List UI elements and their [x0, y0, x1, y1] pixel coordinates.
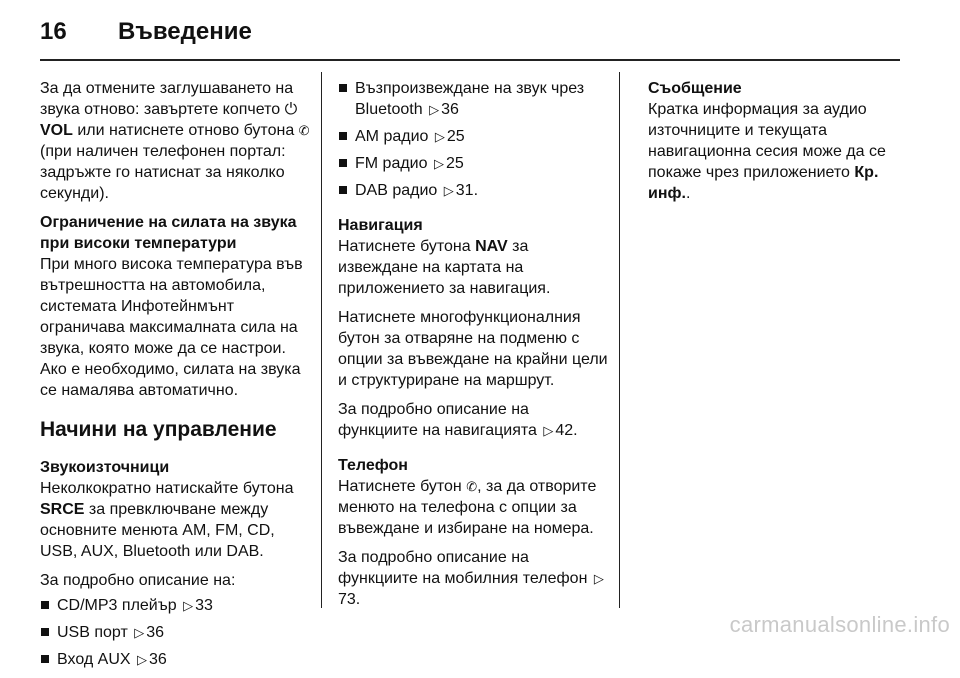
- unmute-text-3: (при наличен телефонен портал: задръжте го натиснат за няколко секунди).: [40, 143, 286, 202]
- srce-label: SRCE: [40, 501, 85, 518]
- heading-temperature-limit: Ограничение на силата на звука при високи температури: [40, 214, 297, 252]
- list-item: [338, 126, 608, 147]
- page-header: [40, 18, 920, 54]
- page-ref[interactable]: 36: [149, 651, 167, 668]
- message-tail: .: [685, 185, 691, 202]
- heading-sources: Звукоизточници: [40, 459, 170, 476]
- phone-icon: ✆: [298, 123, 310, 138]
- page-ref[interactable]: 36: [441, 101, 459, 118]
- list-item: [40, 595, 310, 616]
- phone-paragraph-1: [338, 476, 608, 539]
- phone-icon: ✆: [466, 479, 478, 494]
- unmute-text-2: или натиснете отново бутона: [77, 122, 295, 139]
- page-ref[interactable]: 31.: [455, 182, 479, 199]
- column-1: [40, 78, 310, 678]
- page-ref[interactable]: 36: [146, 624, 165, 641]
- list-item-label: USB порт: [57, 624, 128, 641]
- list-item-label: AM радио: [355, 128, 429, 145]
- xref-icon: ▷: [183, 598, 194, 613]
- list-item: [338, 153, 608, 174]
- phone-paragraph-2: [338, 547, 608, 610]
- list-item-label: CD/MP3 плейър: [57, 597, 177, 614]
- header-divider: [40, 59, 900, 61]
- phone-text: Натиснете бутон: [338, 478, 462, 495]
- heading-navigation: Навигация: [338, 217, 423, 234]
- vol-label: VOL: [40, 122, 73, 139]
- heading-phone: Телефон: [338, 457, 408, 474]
- list-item: [40, 622, 310, 643]
- info-app-label: Кр. инф.: [648, 164, 879, 202]
- column-3: [648, 78, 918, 212]
- watermark: carmanualsonline.info: [729, 612, 950, 637]
- xref-icon: ▷: [137, 652, 147, 667]
- message-text: Кратка информация за аудио източниците и текущата навигационна сесия може да се покаже чрез приложението: [648, 101, 886, 181]
- xref-icon: ▷: [134, 625, 145, 640]
- power-icon: ⏻: [284, 101, 298, 118]
- column-divider-2: [619, 72, 620, 608]
- phone-text-3: За подробно описание на функциите на мобилния телефон: [338, 549, 588, 587]
- xref-icon: ▷: [433, 156, 444, 171]
- page-number: 16: [40, 18, 67, 45]
- nav-text-2: за извеждане на картата на приложението за навигация.: [338, 238, 551, 297]
- sources-paragraph: [40, 478, 310, 562]
- list-item: [338, 180, 608, 201]
- xref-icon: ▷: [443, 183, 454, 198]
- unmute-paragraph: [40, 78, 310, 204]
- list-item-label: FM радио: [355, 155, 428, 172]
- temperature-paragraph: При много висока температура във вътрешността на автомобила, системата Инфотейнмънт ограничава максималната сила на звука, която може да се настрои. Ако е необходимо, силата на звука се намалява автоматично.: [40, 256, 303, 399]
- list-item: [40, 649, 310, 670]
- list-item-label: DAB радио: [355, 182, 438, 199]
- sources-text: Неколкократно натискайте бутона: [40, 480, 294, 497]
- nav-text-3: За подробно описание на функциите на навигацията: [338, 401, 537, 439]
- more-info-text: За подробно описание на:: [40, 572, 236, 589]
- page-ref[interactable]: 33: [195, 597, 213, 614]
- xref-icon: ▷: [434, 129, 445, 144]
- page-title: Въведение: [118, 18, 252, 45]
- nav-paragraph-2: Натиснете многофункционалния бутон за отваряне на подменю с опции за въвеждане на крайни цели и структуриране на маршрут.: [338, 309, 608, 389]
- phone-text-2: , за да отворите менюто на телефона с опции за въвеждане и избиране на номера.: [338, 478, 597, 537]
- nav-label: NAV: [475, 238, 508, 255]
- column-2: [338, 78, 608, 618]
- audio-list: [338, 78, 608, 201]
- nav-paragraph-3: [338, 399, 608, 441]
- page-ref[interactable]: 25: [445, 155, 464, 172]
- message-paragraph: [648, 99, 918, 204]
- list-item-label: Вход AUX: [57, 651, 131, 668]
- xref-icon: ▷: [593, 571, 604, 586]
- page-ref[interactable]: 42.: [555, 422, 578, 439]
- nav-text: Натиснете бутона: [338, 238, 471, 255]
- list-item-label: Възпроизвеждане на звук чрез Bluetooth: [355, 80, 585, 118]
- sources-text-2: за превключване между основните менюта AM, FM, CD, USB, AUX, Bluetooth или DAB.: [40, 501, 275, 560]
- page-ref[interactable]: 25: [446, 128, 465, 145]
- xref-icon: ▷: [429, 102, 440, 117]
- nav-paragraph-1: [338, 236, 608, 299]
- column-divider-1: [321, 72, 322, 608]
- section-title: Начини на управление: [40, 418, 277, 441]
- sources-list: [40, 595, 310, 670]
- xref-icon: ▷: [543, 423, 554, 438]
- heading-message: Съобщение: [648, 80, 742, 97]
- list-item: [338, 78, 608, 120]
- unmute-text: За да отмените заглушаването на звука отново: завъртете копчето: [40, 80, 294, 118]
- page-ref[interactable]: 73.: [338, 591, 361, 608]
